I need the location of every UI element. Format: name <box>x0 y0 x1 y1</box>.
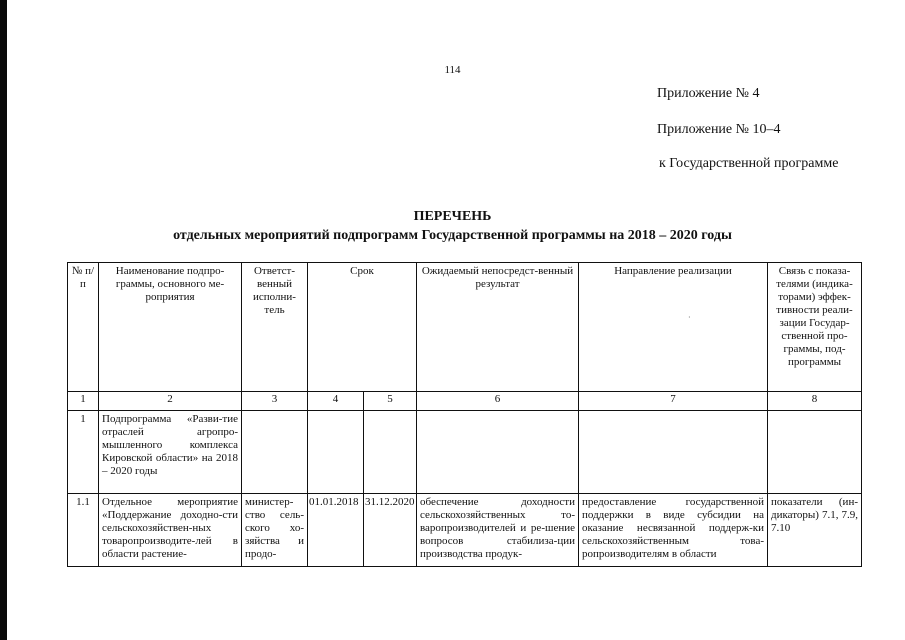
row-start: 01.01.2018 <box>308 494 364 567</box>
header-result: Ожидаемый непосредст-венный результат <box>417 263 579 392</box>
header-link: Связь с показа-телями (индика-торами) эффек-тивности реали-зации Государ-ственной про-граммы, под-программы <box>768 263 862 392</box>
row-name: Отдельное мероприятие «Поддержание доходно-сти сельскохозяйствен-ных товаропроизводите-лей в области растение- <box>99 494 242 567</box>
row-link <box>768 411 862 494</box>
row-link: показатели (ин-дикаторы) 7.1, 7.9, 7.10 <box>768 494 862 567</box>
row-end <box>364 411 417 494</box>
row-direction: предоставление государственной поддержки в виде субсидии на оказание несвязанной поддерж-ки сельскохозяйственным това-ропроизводителям в области <box>579 494 768 567</box>
measures-table <box>67 262 862 567</box>
column-number: 8 <box>768 392 862 411</box>
appendix-line-3: к Государственной программе <box>659 156 839 171</box>
row-start <box>308 411 364 494</box>
column-number-row <box>68 392 862 411</box>
table-header-row <box>68 263 862 392</box>
scan-edge <box>0 0 7 640</box>
row-num: 1.1 <box>68 494 99 567</box>
column-number: 5 <box>364 392 417 411</box>
row-result <box>417 411 579 494</box>
scan-speck: · <box>688 313 691 322</box>
column-number: 1 <box>68 392 99 411</box>
row-num: 1 <box>68 411 99 494</box>
row-executor: министер-ство сель-ского хо-зяйства и продо- <box>242 494 308 567</box>
column-number: 4 <box>308 392 364 411</box>
table-row <box>68 494 862 567</box>
column-number: 2 <box>99 392 242 411</box>
appendix-line-2: Приложение № 10–4 <box>657 122 781 137</box>
column-number: 6 <box>417 392 579 411</box>
row-executor <box>242 411 308 494</box>
row-result: обеспечение доходности сельскохозяйственных то-варопроизводителей и ре-шение вопросов стабилиза-ции производства продук- <box>417 494 579 567</box>
header-direction: Направление реализации <box>579 263 768 392</box>
page-number: 114 <box>444 64 461 76</box>
row-name: Подпрограмма «Разви-тие отраслей агропро-мышленного комплекса Кировской области» на 2018 – 2020 годы <box>99 411 242 494</box>
table-row <box>68 411 862 494</box>
header-name: Наименование подпро-граммы, основного ме-роприятия <box>99 263 242 392</box>
header-term: Срок <box>308 263 417 392</box>
column-number: 7 <box>579 392 768 411</box>
column-number: 3 <box>242 392 308 411</box>
row-direction <box>579 411 768 494</box>
header-executor: Ответст-венный исполни-тель <box>242 263 308 392</box>
document-title: ПЕРЕЧЕНЬ <box>413 209 492 224</box>
appendix-line-1: Приложение № 4 <box>657 86 760 101</box>
row-end: 31.12.2020 <box>364 494 417 567</box>
document-subtitle: отдельных мероприятий подпрограмм Государственной программы на 2018 – 2020 годы <box>173 228 732 243</box>
header-num: № п/п <box>68 263 99 392</box>
